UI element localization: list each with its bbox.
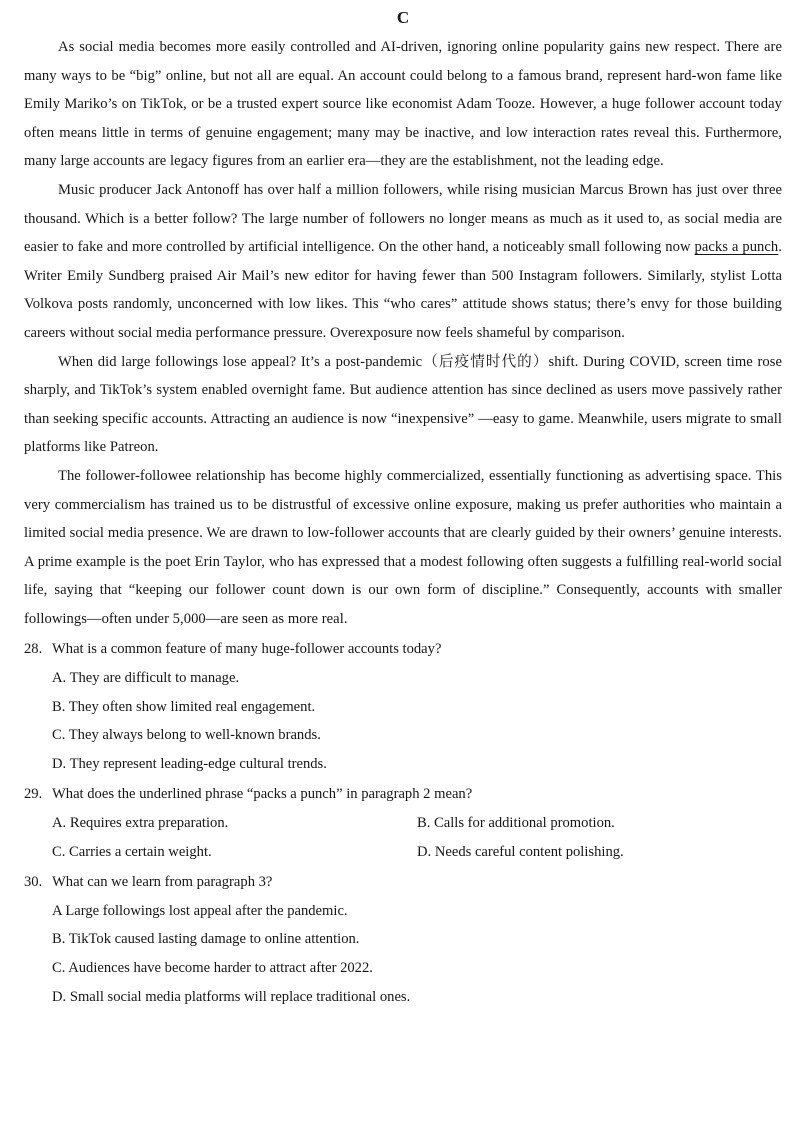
reading-passage xyxy=(24,33,782,633)
option-a: A. They are difficult to manage. xyxy=(52,670,240,687)
option-c: C. Audiences have become harder to attract after 2022. xyxy=(52,960,373,976)
question-29 xyxy=(24,780,782,866)
option-a: A Large followings lost appeal after the pandemic. xyxy=(52,902,348,919)
option-row xyxy=(24,838,782,867)
section-title: C xyxy=(396,8,410,27)
question-28 xyxy=(24,635,782,778)
option-b: B. TikTok caused lasting damage to online attention. xyxy=(52,931,360,948)
paragraph-2 xyxy=(24,176,782,348)
question-text: What can we learn from paragraph 3? xyxy=(52,874,273,891)
paragraph-1: As social media becomes more easily controlled and AI-driven, ignoring online popularity gains new respect. There are many ways to be “big” online, but not all are equal. An account could belong to a famous brand, represent hard-won fame like Emily Mariko’s on TikTok, or be a trusted expert source like economist Adam Tooze. However, a huge follower account today often means little in terms of genuine engagement; many may be inactive, and low interaction rates reveal this. Furthermore, many large accounts are legacy figures from an earlier era—they are the establishment, not the leading edge. xyxy=(24,39,782,170)
option-c: C. They always belong to well-known brands. xyxy=(52,727,321,744)
paragraph-3: When did large followings lose appeal? It’s a post-pandemic（后疫情时代的）shift. During COVID, screen time rose sharply, and TikTok’s system enabled overnight fame. But audience attention has since declined as users move passively rather than seeking specific accounts. Attracting an audience is now “inexpensive” —easy to game. Meanwhile, users migrate to small platforms like Patreon. xyxy=(24,353,782,456)
option-list xyxy=(24,809,782,866)
question-30 xyxy=(24,868,782,1011)
paragraph-2-text-before: Music producer Jack Antonoff has over half a million followers, while rising musician Marcus Brown has just over three thousand. Which is a better follow? The large number of followers no longer means as much as it used to, as social media are easier to fake and more controlled by artificial intelligence. On the other hand, a noticeably small following now xyxy=(24,181,782,256)
paragraph-2-text-after: . Writer Emily Sundberg praised Air Mail’s new editor for having fewer than 500 Instagram followers. Similarly, stylist Lotta Volkova posts randomly, unconcerned with low likes. This “who cares” attitude shows status; there’s envy for those building careers without social media performance pressure. Overexposure now feels shameful by comparison. xyxy=(24,239,782,341)
question-number: 28. xyxy=(24,641,43,658)
option-list xyxy=(24,897,782,1011)
exam-page xyxy=(24,6,782,1011)
paragraph-4: The follower-followee relationship has become highly commercialized, essentially functioning as advertising space. This very commercialism has trained us to be distrustful of excessive online exposure, making us prefer authorities who maintain a limited social media presence. We are drawn to low-follower accounts that are clearly guided by their owners’ genuine interests. A prime example is the poet Erin Taylor, who has expressed that a modest following often suggests a fulfilling real-world social life, saying that “keeping our follower count down is our own form of discipline.” Consequently, accounts with smaller followings—often under 5,000—are seen as more real. xyxy=(24,467,782,627)
question-text: What does the underlined phrase “packs a punch” in paragraph 2 mean? xyxy=(52,786,473,803)
option-d: D. Small social media platforms will replace traditional ones. xyxy=(52,988,411,1005)
option-list xyxy=(24,664,782,778)
question-number: 30. xyxy=(24,874,43,891)
option-c: C. Carries a certain weight. xyxy=(52,843,212,860)
underlined-phrase: packs a punch xyxy=(694,239,779,256)
option-d: D. They represent leading-edge cultural trends. xyxy=(52,755,327,772)
option-a: A. Requires extra preparation. xyxy=(52,815,229,832)
question-stem xyxy=(24,780,782,809)
option-row xyxy=(24,809,782,838)
question-number: 29. xyxy=(24,786,43,803)
option-d: D. Needs careful content polishing. xyxy=(417,843,624,860)
question-stem xyxy=(24,635,782,664)
question-text: What is a common feature of many huge-follower accounts today? xyxy=(52,641,442,658)
option-b: B. They often show limited real engagement. xyxy=(52,698,316,715)
question-stem xyxy=(24,868,782,897)
option-b: B. Calls for additional promotion. xyxy=(417,815,615,832)
